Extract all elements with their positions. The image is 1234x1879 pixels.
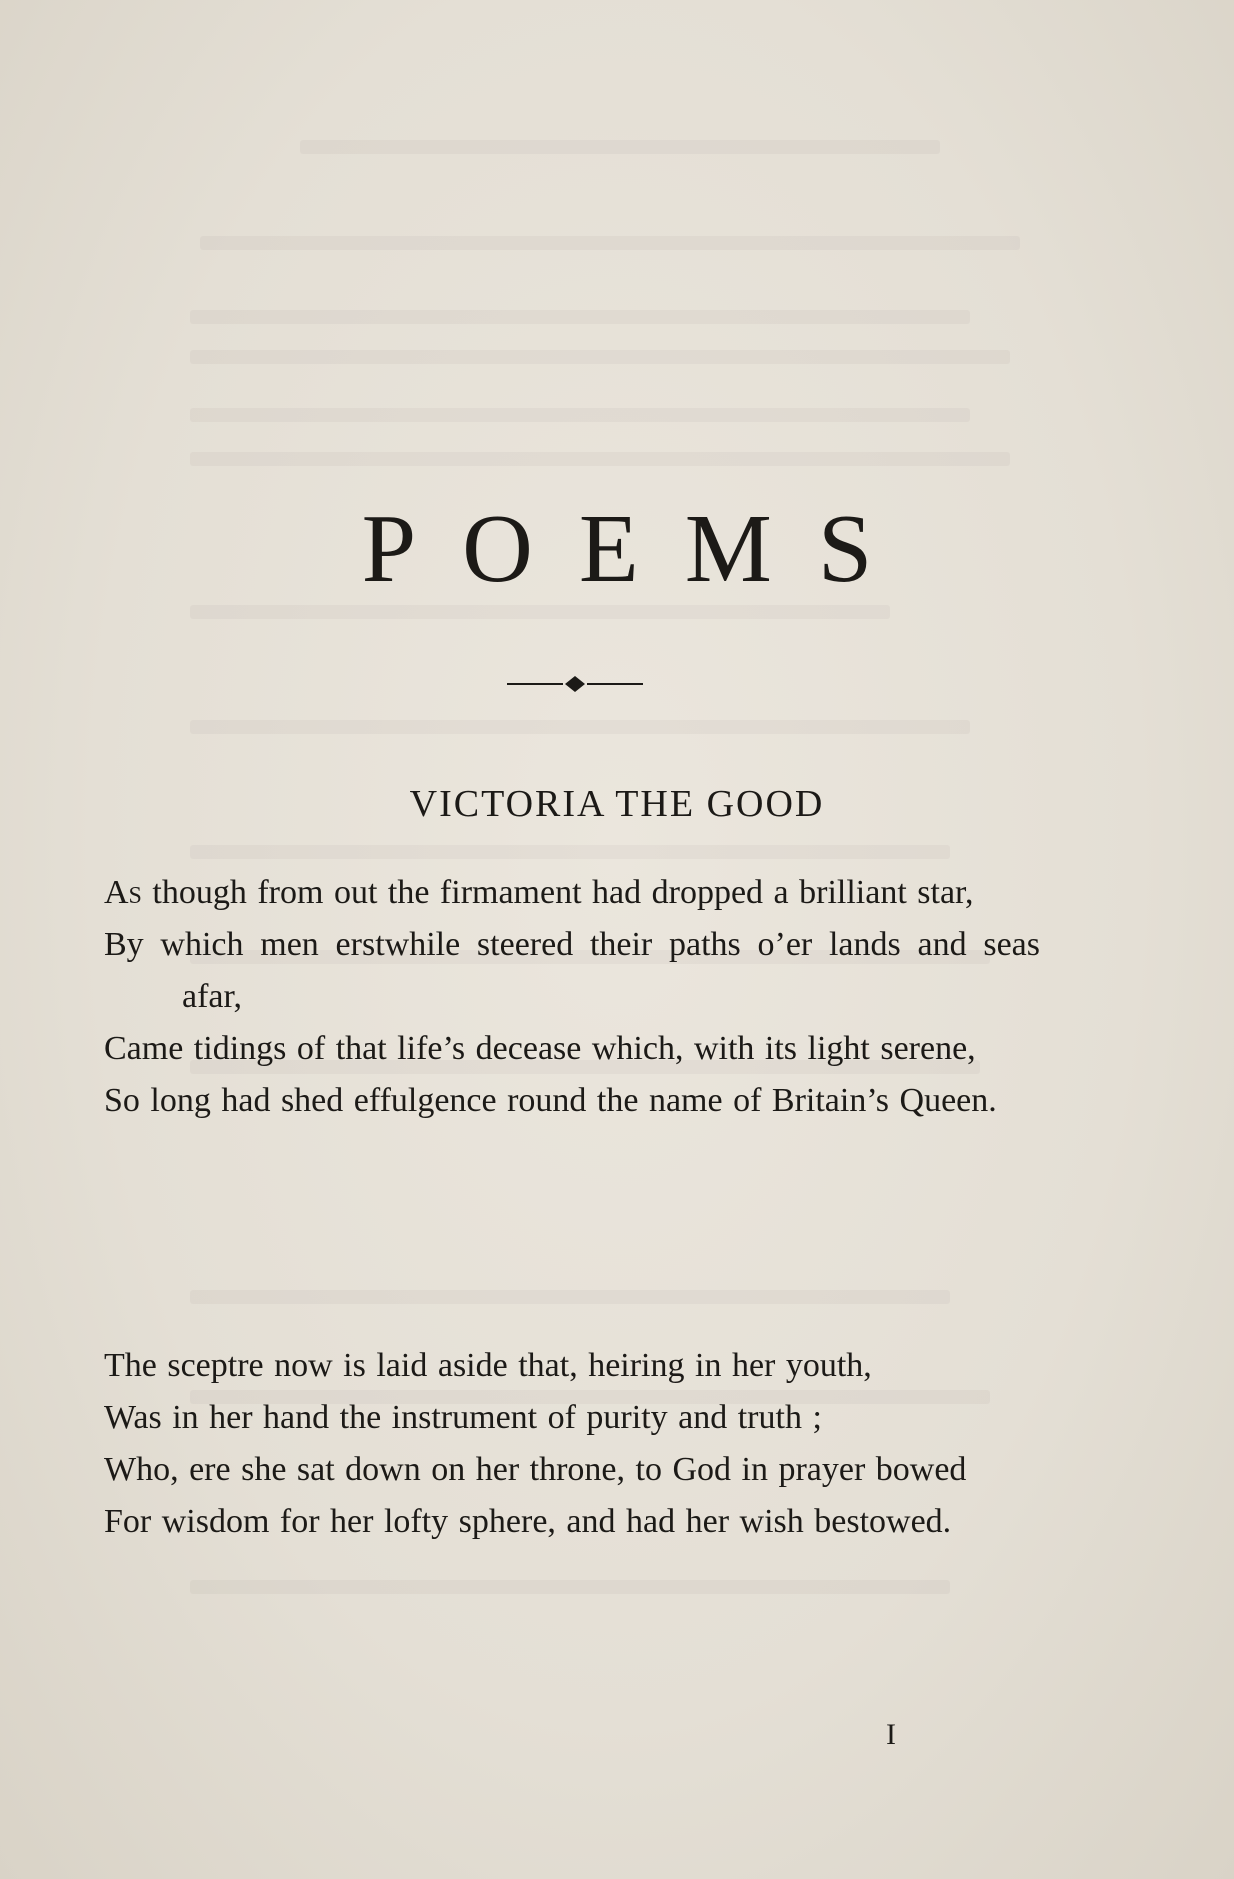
stanza [104,1340,1040,1548]
verse-text: though from out the firmament had dropped a brilliant star, [141,874,974,911]
show-through-line [190,310,970,324]
verse-line: By which men erstwhile steered their paths o’er lands and seas afar, [104,926,1040,1015]
verse-line: The sceptre now is laid aside that, heiring in her youth, [104,1347,872,1384]
verse-first-word: As [104,874,142,911]
stanza [104,867,1040,1127]
show-through-line [190,408,970,422]
diamond-rule-icon [505,674,645,694]
show-through-line [190,1290,950,1304]
show-through-line [190,452,1010,466]
show-through-line [190,845,950,859]
show-through-line [190,350,1010,364]
page-number: I [886,1718,896,1751]
verse-line: For wisdom for her lofty sphere, and had her wish bestowed. [104,1503,952,1540]
show-through-line [190,605,890,619]
show-through-line [190,1580,950,1594]
show-through-line [200,236,1020,250]
verse-line: Who, ere she sat down on her throne, to God in prayer bowed [104,1451,967,1488]
show-through-line [190,720,970,734]
verse-line: So long had shed effulgence round the name of Britain’s Queen. [104,1082,997,1119]
verse-line: Was in her hand the instrument of purity and truth ; [104,1399,822,1436]
verse-line [104,867,1040,919]
poem-title: VICTORIA THE GOOD [409,783,825,825]
book-section-title: POEMS [361,495,919,603]
show-through-line [300,140,940,154]
verse-line: Came tidings of that life’s decease which, with its light serene, [104,1030,976,1067]
